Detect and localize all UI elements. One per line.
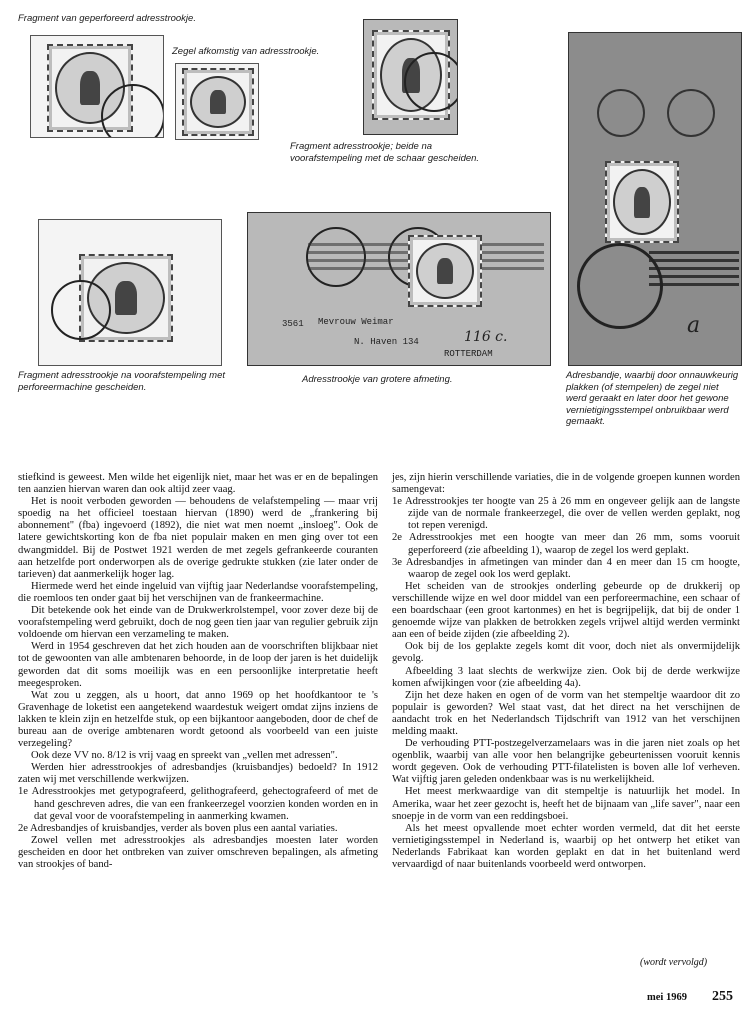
photo-fig1 <box>30 35 164 138</box>
paragraph: 1e Adresstrookjes ter hoogte van 25 à 26 mm en ongeveer gelijk aan de langste zijde van de normale frankeerzegel, die over de vellen werden geplakt, nog tot repen verenigd. <box>392 496 740 532</box>
handwriting: a <box>687 313 701 338</box>
paragraph: 2e Adresstrookjes met een hoogte van meer dan 26 mm, soms vooruit geperforeerd (zie afbeelding 1), waarop de zegel los werd geplakt. <box>392 532 740 556</box>
paragraph: Het meest merkwaardige van dit stempeltje is natuurlijk het model. In Amerika, waar het zeer gezocht is, heeft het de bijnaam van „life saver", naar een snoepje in de vorm van een reddingsboei. <box>392 786 740 822</box>
caption-fig2: Zegel afkomstig van adresstrookje. <box>172 46 320 57</box>
postmark-circle <box>577 243 663 329</box>
continued-note: (wordt vervolgd) <box>640 957 708 968</box>
paragraph: Zowel vellen met adresstrookjes als adresbandjes moesten later worden gescheiden en door het ontbreken van zuiver omschreven bepalingen, als afmeting van strookjes of band- <box>18 834 378 870</box>
address-street: N. Haven 134 <box>354 337 419 347</box>
stamp-image <box>408 235 482 307</box>
paragraph: Zijn het deze haken en ogen of de vorm van het stempeltje waardoor dit zo populair is geworden? Wel staat vast, dat het direct na het verschijnen de aandacht trok en het Nederlandsch Tijdschrift van 1912 van het verschijnen melding maakt. <box>392 689 740 737</box>
photo-fig4 <box>38 219 222 366</box>
paragraph: Ook bij de los geplakte zegels komt dit voor, doch niet als onvermijdelijk gevolg. <box>392 641 740 665</box>
caption-fig4: Fragment adresstrookje na voorafstempeling met perforeermachine gescheiden. <box>18 370 225 393</box>
paragraph: jes, zijn hierin verschillende variaties, die in de volgende groepen kunnen worden samengevat: <box>392 472 740 496</box>
paragraph: 3e Adresbandjes in afmetingen van minder dan 4 en meer dan 15 cm hoogte, waarop de zegel ook los werd geplakt. <box>392 556 740 580</box>
photo-fig6 <box>568 32 742 366</box>
postmark-circle <box>51 280 111 340</box>
stamp-image <box>605 161 679 243</box>
paragraph: Wat zou u zeggen, als u hoort, dat anno 1969 op het hoofdkantoor te 's Gravenhage de loketist een aangetekend waardestuk weigert omdat zijns inziens de lakken te klein zijn en hetzelfde stuk, op een bijkantoor aangeboden, door de chef de bureau aan de overige ambtenaren wordt getoond als voorbeeld van een juiste verzegeling? <box>18 689 378 750</box>
address-city: ROTTERDAM <box>444 349 493 359</box>
paragraph: Dit betekende ook het einde van de Drukwerkrolstempel, voor zover deze bij de voorafstempeling werd gebruikt, doch de nog geen tien jaar van regulier gebruik zijn voldoende om hiervan een verzameling te maken. <box>18 605 378 641</box>
article-column-2 <box>392 472 740 871</box>
photo-fig5 <box>247 212 551 366</box>
paragraph: Werden hier adresstrookjes of adresbandjes (kruisbandjes) bedoeld? In 1912 zaten wij met verschillende werkwijzen. <box>18 762 378 786</box>
caption-fig5: Adresstrookje van grotere afmeting. <box>302 374 453 385</box>
paragraph: De verhouding PTT-postzegelverzamelaars was in die jaren niet zoals op het ogenblik, waarbij van alle voor hen belangrijke gebeurtenissen vooruit kennis wordt gegeven. Ook de verhouding PTT-filatelisten is boven alle lof verheven. Wat vijftig jaren geleden ondenkbaar was is nu werkelijkheid. <box>392 738 740 786</box>
caption-fig3: Fragment adresstrookje; beide na voorafstempeling met de schaar gescheiden. <box>290 141 480 164</box>
paragraph: 1e Adresstrookjes met getypografeerd, gelithografeerd, gehectografeerd of met de hand geschreven adres, die van een frankeerzegel voorzien konden worden en in dat geval voor de voorafstempeling in aanmerking kwamen. <box>18 786 378 822</box>
article-column-1 <box>18 472 378 871</box>
paragraph: stiefkind is geweest. Men wilde het eigenlijk niet, maar het was er en de bepalingen ten aanzien hiervan waren dan ook altijd zeer vaag. <box>18 472 378 496</box>
postmark-circle <box>404 52 458 112</box>
handwritten-note: 116 c. <box>464 329 508 345</box>
paragraph: 2e Adresbandjes of kruisbandjes, verder als boven plus een aantal variaties. <box>18 822 338 834</box>
postmark-circle <box>667 89 715 137</box>
paragraph: Werd in 1954 geschreven dat het zich houden aan de voorschriften blijkbaar niet tot de gewoonten van alle ambtenaren behoorde, in de loop der jaren is het duidelijk geworden dat dit soms moeilijk was en een persoonlijke interpretatie heeft meegesproken. <box>18 641 378 689</box>
stamp-image <box>182 68 254 136</box>
paragraph: Het scheiden van de strookjes onderling gebeurde op de drukkerij op verschillende wijze en wel door middel van een perforeermachine, een schaar of een boardschaar (een groot kartonmes) en het is begrijpelijk, dat bij de onder 1 genoemde wijze van plakken de betrokken zegels vrijwel altijd werden verminkt aan een of beide zijden (zie afbeelding 2). <box>392 580 740 641</box>
paragraph: Afbeelding 3 laat slechts de werkwijze zien. Ook bij de derde werkwijze komen afwijkingen voor (zie afbeelding 4a). <box>392 665 740 689</box>
address-name: Mevrouw Weimar <box>318 317 394 327</box>
paragraph: Het is nooit verboden geworden — behoudens de velafstempeling — maar vrij spoedig na het officieel toestaan hiervan (1890) werd de „frankering bij abonnement" (fba) ingevoerd (1892), die niet wat men noemt „insloeg". Ook de latere gewichtskorting kon de fba niet populair maken en men ging over tot een dwangmiddel. Bij de Postwet 1921 werden de met zegels gefrankeerde couranten aan hetzelfde port onderworpen als de overige gedrukte stukken (zie later onder de tarieven) dat aanmerkelijk hoger lag. <box>18 496 378 580</box>
page-number: 255 <box>712 989 733 1004</box>
address-number: 3561 <box>282 319 304 329</box>
postmark-circle <box>597 89 645 137</box>
photo-fig3 <box>363 19 458 135</box>
paragraph: Hiermede werd het einde ingeluid van vijftig jaar Nederlandse voorafstempeling, die roemloos ten onder gaat bij het verschijnen van de frankeermachine. <box>18 580 378 604</box>
photo-fig2 <box>175 63 259 140</box>
caption-fig1: Fragment van geperforeerd adresstrookje. <box>18 13 196 24</box>
paragraph: Als het meest opvallende moet echter worden vermeld, dat dit het eerste vernietigingsstempel in Nederland is, waarbij op het ontwerp het etiket van Nederlands Fabrikaat kan worden geplakt en dat in het buitenland werd vervaardigd of naar buitenlands voorbeeld werd ontworpen. <box>392 822 740 870</box>
issue-date: mei 1969 <box>647 992 687 1003</box>
paragraph: Ook deze VV no. 8/12 is vrij vaag en spreekt van „vellen met adressen". <box>31 750 338 762</box>
caption-fig6: Adresbandje, waarbij door onnauwkeurig plakken (of stempelen) de zegel niet werd geraakt en later door het gewone vernietigingsstempel onbruikbaar werd gemaakt. <box>566 370 739 427</box>
postmark-circle <box>101 84 164 138</box>
